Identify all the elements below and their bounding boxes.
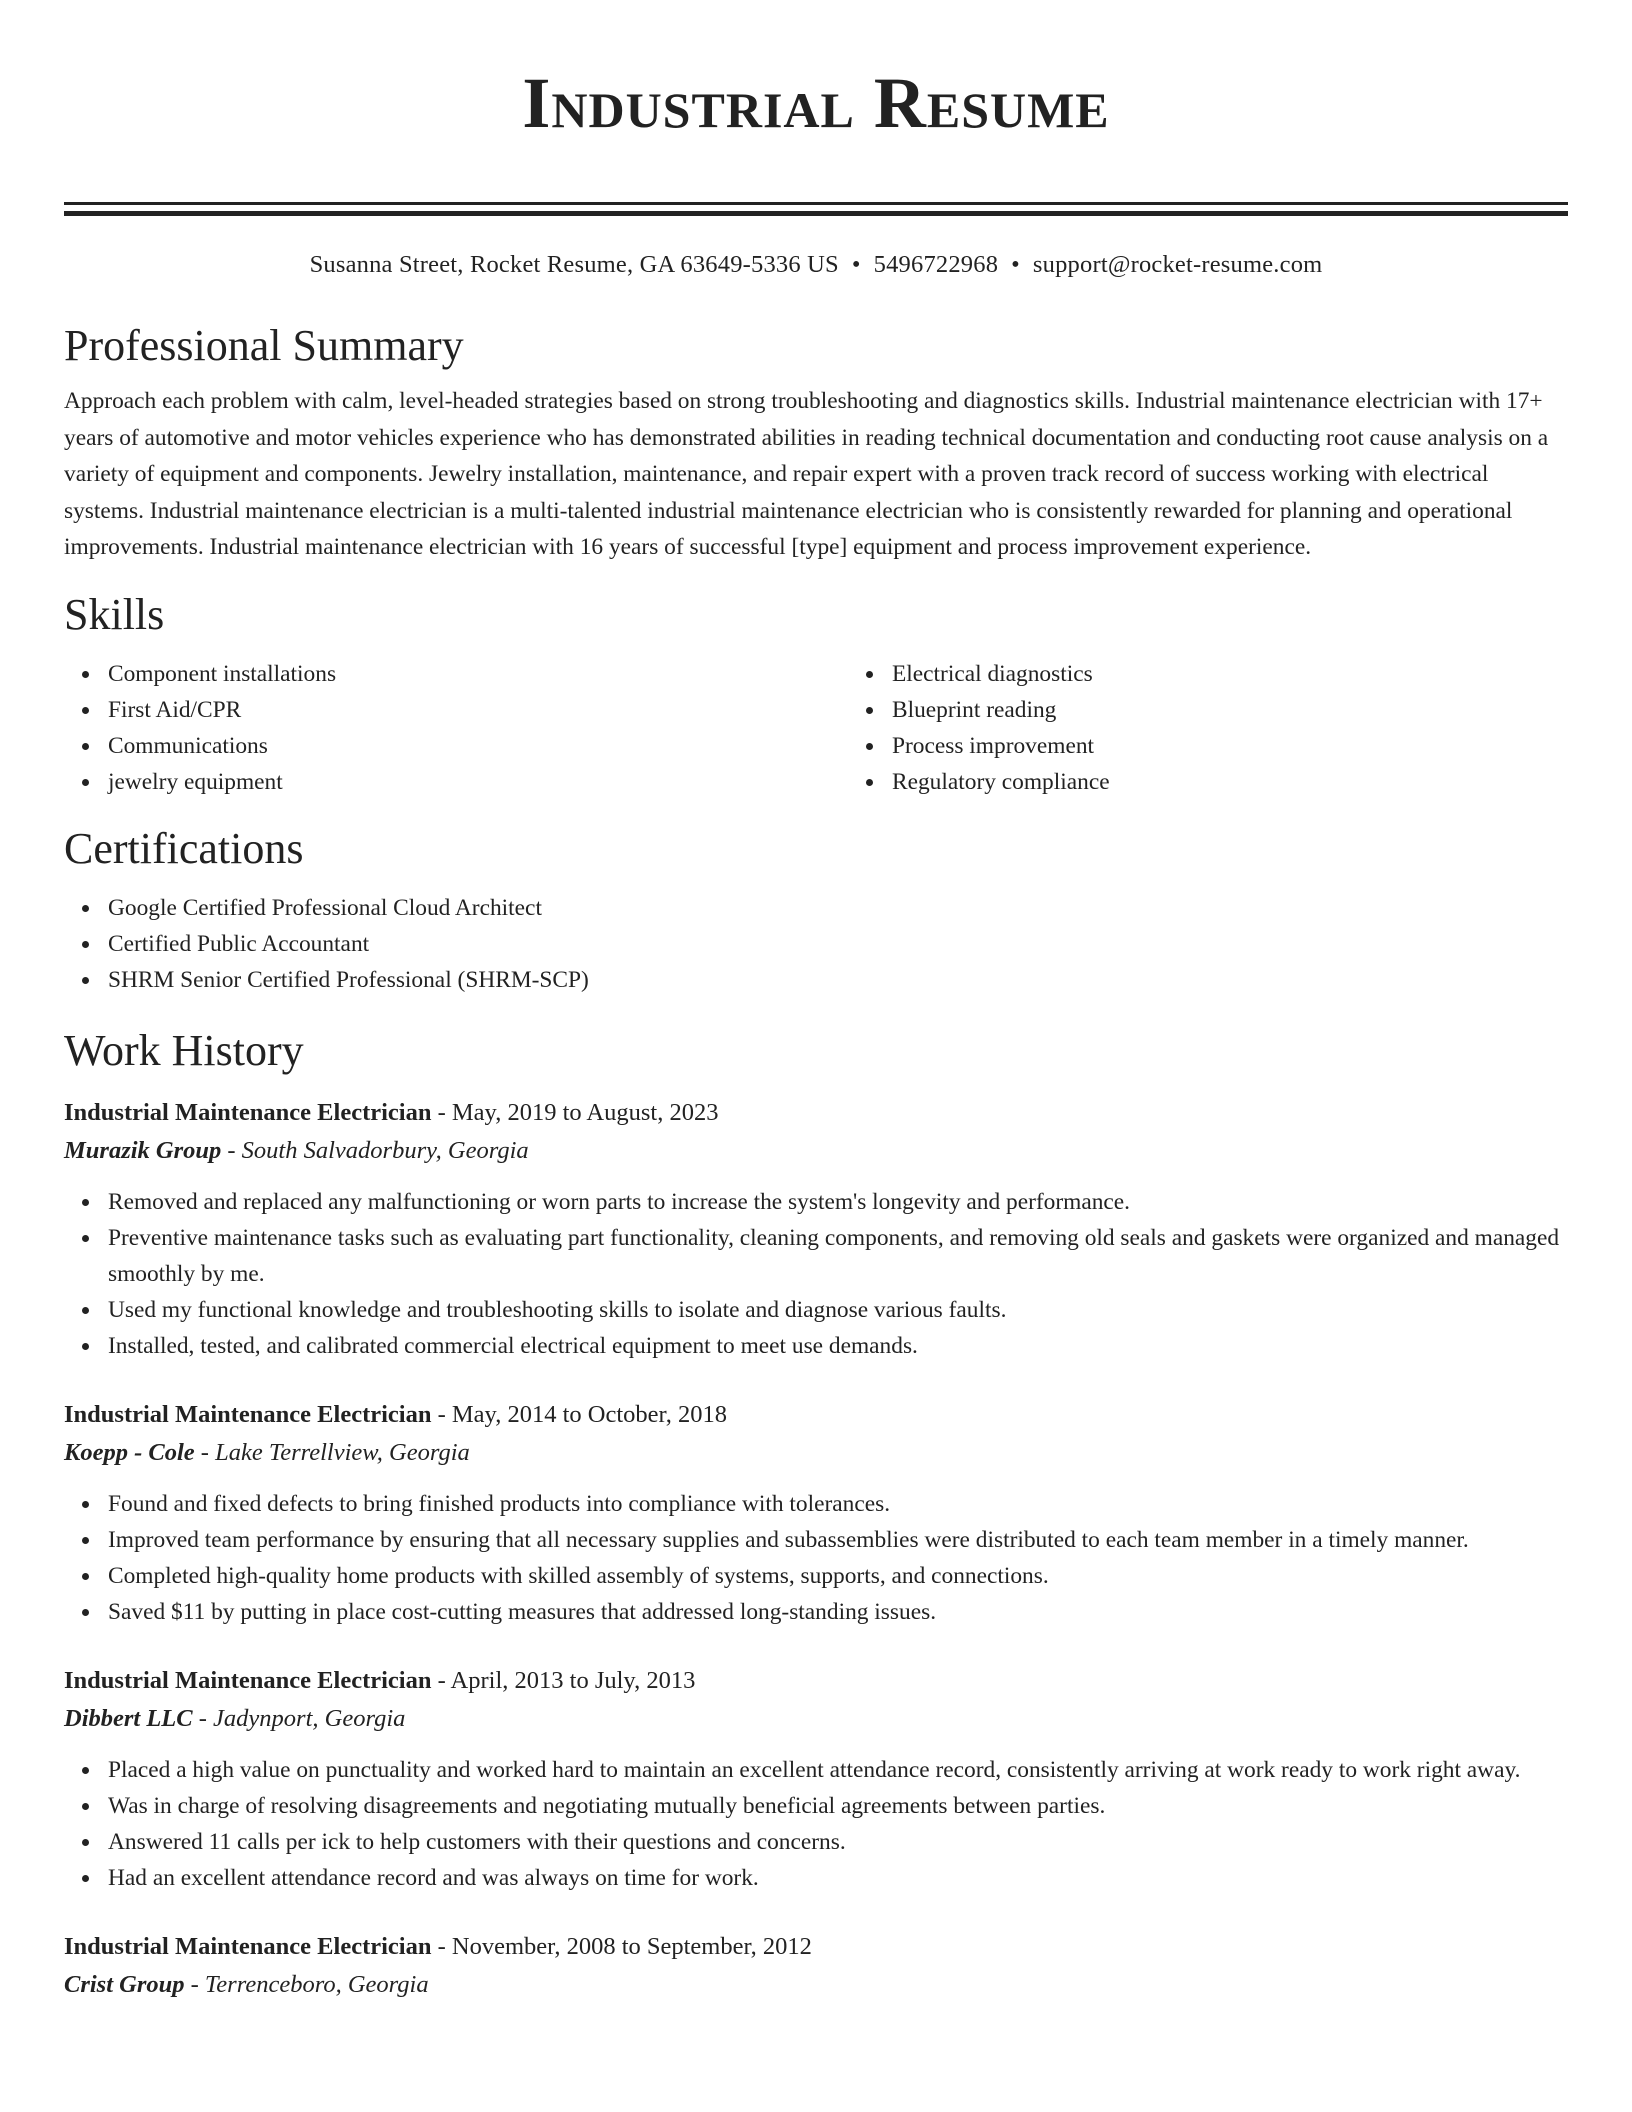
skill-item: Process improvement <box>892 728 1110 764</box>
job-company: Murazik Group <box>64 1136 222 1164</box>
job-employer-line <box>64 1132 1568 1170</box>
job-location: - Terrenceboro, Georgia <box>190 1970 429 1998</box>
job-bullets <box>64 1486 1568 1630</box>
job-location: - Jadynport, Georgia <box>198 1704 406 1732</box>
certification-item: Google Certified Professional Cloud Architect <box>108 890 1568 926</box>
job-role: Industrial Maintenance Electrician <box>64 1932 432 1960</box>
job-bullet: Used my functional knowledge and troubleshooting skills to isolate and diagnose various faults. <box>108 1292 1568 1328</box>
summary-heading: Professional Summary <box>64 321 464 370</box>
skill-item: Communications <box>108 728 848 764</box>
job-location: - Lake Terrellview, Georgia <box>200 1438 470 1466</box>
certifications-section <box>64 824 1568 998</box>
certification-item: Certified Public Accountant <box>108 926 1568 962</box>
resume-title: Industrial Resume <box>522 63 1110 143</box>
work-history-heading: Work History <box>64 1025 304 1075</box>
job-dates: - May, 2019 to August, 2023 <box>437 1098 719 1126</box>
job-employer-line <box>64 1700 1568 1738</box>
skills-columns <box>64 656 1568 800</box>
job-bullet: Installed, tested, and calibrated commercial electrical equipment to meet use demands. <box>108 1328 1568 1364</box>
contact-line <box>64 249 1568 281</box>
job-dates: - November, 2008 to September, 2012 <box>437 1932 812 1960</box>
job-bullet: Answered 11 calls per ick to help customers with their questions and concerns. <box>108 1824 1568 1860</box>
title-divider-thick <box>64 211 1568 216</box>
job-role: Industrial Maintenance Electrician <box>64 1400 432 1428</box>
job-bullet: Completed high-quality home products with skilled assembly of systems, supports, and connections. <box>108 1558 1568 1594</box>
work-history-section <box>64 1026 1568 2004</box>
job-title-line <box>64 1662 1568 1700</box>
job-bullet: Improved team performance by ensuring that all necessary supplies and subassemblies were distributed to each team member in a timely manner. <box>108 1522 1568 1558</box>
job-title-line <box>64 1396 1568 1434</box>
skills-heading: Skills <box>64 589 165 639</box>
contact-separator: • <box>1011 251 1020 278</box>
job-location: - South Salvadorbury, Georgia <box>227 1136 529 1164</box>
job-title-line <box>64 1094 1568 1132</box>
job-dates: - April, 2013 to July, 2013 <box>437 1666 696 1694</box>
certifications-list <box>64 890 1568 998</box>
job-company: Crist Group <box>64 1970 185 1998</box>
job-bullet: Was in charge of resolving disagreements and negotiating mutually beneficial agreements between parties. <box>108 1788 1568 1824</box>
skill-item: Blueprint reading <box>892 692 1110 728</box>
contact-separator: • <box>851 251 861 278</box>
job-entry <box>64 1928 1568 2004</box>
job-bullet: Saved $11 by putting in place cost-cutting measures that addressed long-standing issues. <box>108 1594 1568 1630</box>
job-bullet: Had an excellent attendance record and was always on time for work. <box>108 1860 1568 1896</box>
job-bullet: Preventive maintenance tasks such as evaluating part functionality, cleaning components, and removing old seals and gaskets were organized and managed smoothly by me. <box>108 1220 1568 1292</box>
job-dates: - May, 2014 to October, 2018 <box>437 1400 727 1428</box>
job-employer-line <box>64 1966 1568 2004</box>
contact-phone: 5496722968 <box>873 251 999 278</box>
job-entry <box>64 1396 1568 1630</box>
skill-item: Regulatory compliance <box>892 764 1110 800</box>
job-bullet: Removed and replaced any malfunctioning or worn parts to increase the system's longevity and performance. <box>108 1184 1568 1220</box>
job-bullet: Placed a high value on punctuality and worked hard to maintain an excellent attendance record, consistently arriving at work ready to work right away. <box>108 1752 1568 1788</box>
skills-list-right <box>848 656 1110 800</box>
skill-item: Component installations <box>108 656 848 692</box>
certifications-heading: Certifications <box>64 823 304 873</box>
skills-section <box>64 590 1568 800</box>
job-entry <box>64 1094 1568 1364</box>
summary-section <box>64 321 1568 566</box>
job-entry <box>64 1662 1568 1896</box>
skill-item: First Aid/CPR <box>108 692 848 728</box>
skill-item: Electrical diagnostics <box>892 656 1110 692</box>
contact-email: support@rocket-resume.com <box>1032 251 1323 278</box>
job-company: Koepp - Cole <box>64 1438 195 1466</box>
skill-item: jewelry equipment <box>108 764 848 800</box>
summary-text: Approach each problem with calm, level-headed strategies based on strong troubleshooting and diagnostics skills. Industrial maintenance electrician with 17+ years of automotive and motor vehicles experience who has demonstrated abilities in reading technical documentation and conducting root cause analysis on a variety of equipment and components. Jewelry installation, maintenance, and repair expert with a proven track record of success working with electrical systems. Industrial maintenance electrician is a multi-talented industrial maintenance electrician who is consistently rewarded for planning and operational improvements. Industrial maintenance electrician with 16 years of successful [type] equipment and process improvement experience. <box>64 388 1549 560</box>
job-bullets <box>64 1184 1568 1364</box>
job-bullets <box>64 1752 1568 1896</box>
job-title-line <box>64 1928 1568 1966</box>
job-role: Industrial Maintenance Electrician <box>64 1666 432 1694</box>
skills-list-left <box>64 656 848 800</box>
certification-item: SHRM Senior Certified Professional (SHRM-SCP) <box>108 962 1568 998</box>
job-employer-line <box>64 1434 1568 1472</box>
title-divider-thin <box>64 202 1568 205</box>
job-bullet: Found and fixed defects to bring finished products into compliance with tolerances. <box>108 1486 1568 1522</box>
job-role: Industrial Maintenance Electrician <box>64 1098 432 1126</box>
contact-address: Susanna Street, Rocket Resume, GA 63649-5336 US <box>309 251 839 278</box>
job-company: Dibbert LLC <box>64 1704 193 1732</box>
